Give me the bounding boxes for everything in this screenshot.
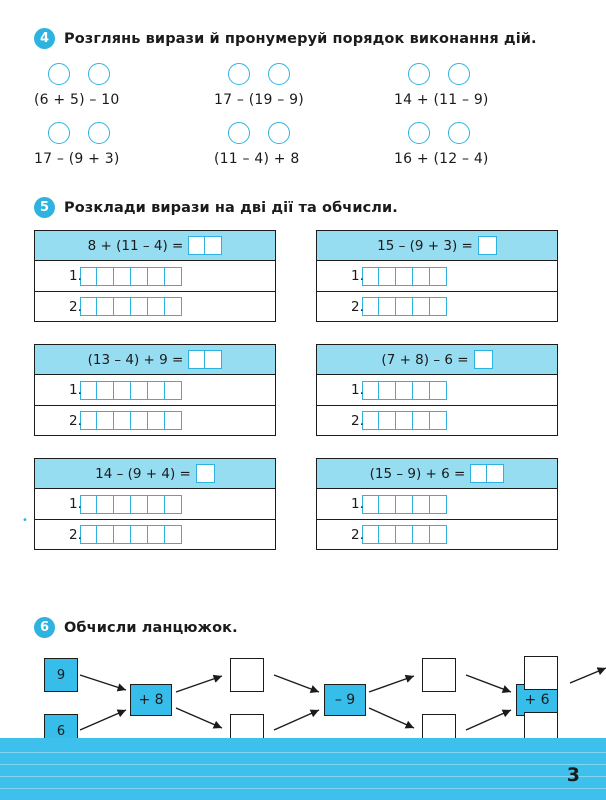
step-label: 1. bbox=[351, 268, 364, 284]
step-label: 2. bbox=[351, 526, 364, 543]
task-4-title: Розглянь вирази й пронумеруй порядок виконання дій. bbox=[64, 30, 537, 47]
expression: (11 – 4) + 8 bbox=[214, 151, 300, 167]
page-number: 3 bbox=[566, 764, 580, 786]
expression: 14 – (9 + 4) = bbox=[95, 465, 191, 482]
step-label: 1. bbox=[69, 382, 82, 398]
expression: 17 – (9 + 3) bbox=[34, 151, 120, 167]
step-label: 1. bbox=[69, 268, 82, 284]
step-label: 2. bbox=[351, 298, 364, 315]
expression: 17 – (19 – 9) bbox=[214, 92, 304, 108]
expression: 15 – (9 + 3) = bbox=[377, 237, 473, 254]
decorative-water-band bbox=[0, 738, 606, 800]
decorative-tick: • bbox=[22, 515, 28, 526]
step-label: 1. bbox=[69, 496, 82, 512]
chain-operation-3: + 6 bbox=[516, 684, 558, 716]
task-5-number: 5 bbox=[34, 197, 55, 218]
task-6-title: Обчисли ланцюжок. bbox=[64, 619, 238, 636]
chain-operation-2: – 9 bbox=[324, 684, 366, 716]
step-label: 1. bbox=[351, 496, 364, 512]
expression: (7 + 8) – 6 = bbox=[381, 351, 469, 368]
step-label: 2. bbox=[69, 298, 82, 315]
expression: (13 – 4) + 9 = bbox=[87, 351, 184, 368]
step-label: 2. bbox=[351, 412, 364, 429]
task-4-number: 4 bbox=[34, 28, 55, 49]
expression: (6 + 5) – 10 bbox=[34, 92, 120, 108]
step-label: 1. bbox=[351, 382, 364, 398]
step-label: 2. bbox=[69, 526, 82, 543]
expression: (15 – 9) + 6 = bbox=[369, 465, 466, 482]
task-6-number: 6 bbox=[34, 617, 55, 638]
chain-operation-1: + 8 bbox=[130, 684, 172, 716]
expression: 14 + (11 – 9) bbox=[394, 92, 489, 108]
task-5-title: Розклади вирази на дві дії та обчисли. bbox=[64, 199, 398, 216]
chain-input-1: 9 bbox=[44, 658, 78, 692]
expression: 16 + (12 – 4) bbox=[394, 151, 489, 167]
step-label: 2. bbox=[69, 412, 82, 429]
chain-input-2: 6 bbox=[44, 714, 78, 748]
expression: 8 + (11 – 4) = bbox=[87, 237, 184, 254]
